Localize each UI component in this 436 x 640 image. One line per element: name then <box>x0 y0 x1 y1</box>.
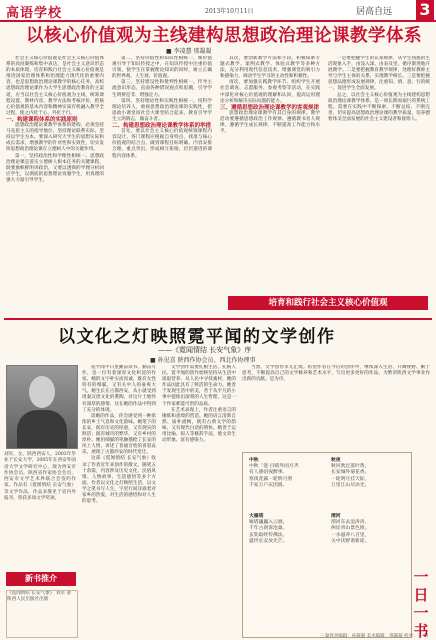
article1-paragraph: 总之，以社会主义核心价值观为主线建构思想政治理论课教学体系，是一项长期而艰巨的系统工程。需要在实践中不断探索、不断总结、不断完善，切实提高思想政治理论课的教学质量，培养德智体美全面发展的社会主义建设者和接班人。 <box>328 92 430 122</box>
article2-headline: 以文化之灯映照霓平闻的文学创作 <box>58 327 336 347</box>
article2-paragraph: 霓平闻平日里勤奋读书、勤奋写作，是一位有着深厚文化积淀的作家。她的文字朴实而真诚，既有女性特有的细腻，又有关中人的豪爽大气。她生长在古都西安，从小就受到周秦汉唐文化的熏陶，对这片土地怀有深厚的感情，这在她的作品中得到了充分的体现。 <box>82 365 156 413</box>
author-bio: 刘军，女，陕西西安人，2003年毕业于长安大学，2005年在西安外国语大学文学研究中心，现为西安市作协会员，陕西省作家协会会员，西安市文学艺术界联合会签约作家。作品有《霓闻情结 长安气象》等文学作品，作品多散见于省内外报刊，曾获多项文学奖项。 <box>4 452 76 502</box>
poem-title: 秋夜 <box>331 457 341 463</box>
yiri-yishu-label: 一日一书 <box>413 568 429 640</box>
newspaper-name: 高语学校 <box>6 6 63 21</box>
footer-credits: 三秦周刊编辑：孙凝凝 美术编辑：邢凝凝 校对：王 明 <box>320 634 428 639</box>
page-footer <box>0 633 436 640</box>
article1-paragraph: 第四，坚持理论性和实践性相统一。用科学理论培养人，重视思想政治理论课的实践性，把思政小课堂同社会大课堂结合起来，教育引导学生立鸿鹄志，做奋斗者。 <box>112 98 212 122</box>
poem-line: 关中沃野谱新谣。 <box>331 539 370 545</box>
article2-byline: ■ 孙见喜 陕西作协会员、西北作协理事 <box>150 357 256 364</box>
article1-subhead: 一、构建课程体系的实践原则 <box>6 116 78 123</box>
article2-column-3 <box>242 365 430 447</box>
article1-paragraph: 第二，坚持价值性和知识性相统一。寓价值观引导于知识传授之中，在知识传授中注重价值引领，使学生在掌握理论知识的同时，树立正确的世界观、人生观、价值观。 <box>112 56 212 80</box>
article1-headline: 以核心价值观为主线建构思想政治理论课教学体系 <box>26 26 422 46</box>
poem-line: 寒夜花露一轮明月照 <box>249 476 293 482</box>
article1-paragraph: 再次，要加强实践教学环节。组织学生开展社会调查、志愿服务、参观考察等活动，在实践中深化对核心价值观的理解和认同，提高运用理论分析和解决实际问题的能力。 <box>220 80 320 104</box>
article1-subhead: 二、构建思想政治理论课教学体系的举措 <box>112 123 212 130</box>
article1-byline: ■ 李凌慧 邢凝凝 <box>166 48 212 55</box>
article2-subtitle: ——《霓闻情结 长安气象》序 <box>158 346 252 354</box>
poem-line: 两岸青山景色娇。 <box>331 526 370 532</box>
poem-line: 盛世长安放光芒。 <box>249 539 288 545</box>
poem-line: 万里江山尽沐光。 <box>331 483 370 489</box>
article1-paragraph: 思想政治理论课教学有其自身的规律。教学活动要遵循思想政治工作规律、遵循教书育人规律、遵循学生成长规律，不断提高工作能力和水平。 <box>220 110 320 135</box>
article2-paragraph: 在艺术表现上，作者注重语言的锤炼和意境的营造。她的语言清新自然、质朴流畅，既有古典文学的韵味，又有现代白话的明快。她善于运用比喻、拟人等修辞手法，使文章生动形象、富有感染力。 <box>162 407 236 444</box>
article1-subhead: 三、遵循思想政治理论课教学的客观规律 <box>220 104 320 111</box>
article1-column-4 <box>328 56 430 294</box>
poem <box>331 457 407 490</box>
article1-paragraph: 思想政治理论课教学体系的建构，必须坚持马克思主义的指导地位，坚持理论联系实际，坚持以学生为本。要深入研究大学生的思想实际和成长需求，增强教学的针对性和实效性，切实发挥思想政治理论课在立德树人中的关键作用。 <box>6 123 104 153</box>
new-book-banner: 新书推介 <box>6 572 76 586</box>
article2-paragraph: 文学创作需要扎根生活、扎根人民。霓平闻的创作始终坚持从生活中汲取营养，从人民中寻找素材，她的作品因此具有了鲜活的生命力。她善于发现生活中的美，善于从平凡的小事中提炼出深刻的人生哲理，这是一个作家难能可贵的品质。 <box>162 365 236 407</box>
poem-title: 渭河 <box>331 513 341 519</box>
article1-column-2 <box>112 56 212 314</box>
article1-paragraph: 第一，坚持政治性和学理性相统一。思想政治理论课是落实立德树人根本任务的关键课程，既要旗帜鲜明讲政治，又要以透彻的学理分析回应学生，以彻底的思想理论说服学生，用真理的强大力量引导学生。 <box>6 153 104 183</box>
poem-title: 中秋 <box>249 457 259 463</box>
poem-line: 一轮明月挂天际， <box>331 476 370 482</box>
article2-paragraph: 这部《霓闻情结 长安气象》收录了作者近年来创作的散文、随笔五十余篇，内容涉及历史文化、民俗风情、人物故事、生活感悟等多个方面。作者以文化之灯映照生活，以文学之笔书写人生，字里行间洋溢着对家乡的热爱、对生活的感悟和对人生的思考。 <box>82 456 156 505</box>
poem-line: 玄奘取经传佛法， <box>249 532 288 538</box>
article2-column-2 <box>162 365 236 631</box>
poem-line: 有人感泪夜醉事。 <box>249 470 288 476</box>
article2-paragraph: 读她的作品，你会感受到一种浓浓的乡土气息和文化韵味。她笔下的长安，既有历史的厚重，又有现实的鲜活；既有城市的繁华，又有乡村的淳朴。她用细腻的笔触描绘了长安的风土人情，讲述了普通百姓的喜怒哀乐，展现了古都西安的时代变迁。 <box>82 413 156 456</box>
pullquote-banner: 培育和践行社会主义核心价值观 <box>228 296 428 310</box>
book-info: 《霓闻情结 长安气象》 刘军 著 陕西人民出版社出版 <box>6 590 78 638</box>
poem <box>331 513 407 546</box>
poem-line: 雁塔巍巍入云端， <box>249 519 288 525</box>
article2-paragraph: 当然，文学创作永无止境。希望作者在今后的创作中，继续深入生活、开阔视野、勤于思考，不断提高自己的文学修养和艺术水平，写出更多更好的作品，为繁荣陕西文学事业作出新的贡献。是为序。 <box>242 365 430 383</box>
poem-line: 长安城外菊花香。 <box>331 470 370 476</box>
poem-line: 千年古刹诉沧桑。 <box>249 526 288 532</box>
portrait-body <box>17 410 67 448</box>
poem-title: 大雁塔 <box>249 513 264 519</box>
article1-column-3 <box>220 56 320 294</box>
poem <box>249 513 327 546</box>
poem-line: 中秋「能·目睹外园月齐 <box>249 463 299 469</box>
article1-column-1 <box>6 56 104 294</box>
author-portrait <box>6 365 78 449</box>
article1-paragraph: 一是要把握学生的认知规律，从学生熟悉的生活现象入手，由浅入深、由表及里，循序渐进地开展教学。二是要把握教育教学规律，处理好教师主导与学生主体的关系，实现教学相长。三是要把握思想品德形成发展规律，注重知、情、意、行的统一，促进学生全面发展。 <box>328 56 430 92</box>
article1-paragraph: 第三，坚持建设性和批判性相统一。传导主流意识形态，直面各种错误观点和思潮，引导学生明辨是非、增强定力。 <box>112 80 212 98</box>
article1-paragraph: 社会主义核心价值观是社会主义核心价值体系的高度凝练和集中表达，是社会主义意识形态的本质体现。培育和践行社会主义核心价值观是推进国家治理体系和治理能力现代化的重要内容，也是思想政治理论课教学的核心任务。高校思想政治理论课作为大学生思想政治教育的主渠道，应当以社会主义核心价值观为主线，统筹课程设置、教材内容、教学方法和考核评价，把核心价值观的基本内容和精神实质有机融入教学全过程，使之内化于心、外化于行。 <box>6 56 104 116</box>
masthead <box>0 0 436 22</box>
poem-line: 渭河东去浪涛涛， <box>331 519 370 525</box>
poem-line: 秋风吹过落叶黄， <box>331 463 370 469</box>
section-name: 居高自远 <box>356 7 393 17</box>
section-divider <box>4 318 432 320</box>
article1-paragraph: 首先，要以社会主义核心价值观统领课程内容设计。各门课程应根据自身特点，找准与核心价值观的结合点，做到课程目标明确、内容安排合理、重点突出，形成相互衔接、层层递进的课程内容体系。 <box>112 129 212 159</box>
poem-box <box>242 452 412 638</box>
portrait-head <box>29 376 55 408</box>
issue-date: 2013年10月11日 <box>205 8 254 15</box>
poem-line: 千家万户庆团圆。 <box>249 483 288 489</box>
page-number: 3 <box>416 0 434 20</box>
article2-column-1 <box>82 365 156 631</box>
poem <box>249 457 327 490</box>
article1-paragraph: 其次，要创新教学方法和手段。积极探索专题式教学、案例式教学、体验式教学等多种方法，充分利用现代信息技术，增强课堂的吸引力和感染力，调动学生学习的主动性和积极性。 <box>220 56 320 80</box>
poem-line: 一水滋养八百里， <box>331 532 370 538</box>
